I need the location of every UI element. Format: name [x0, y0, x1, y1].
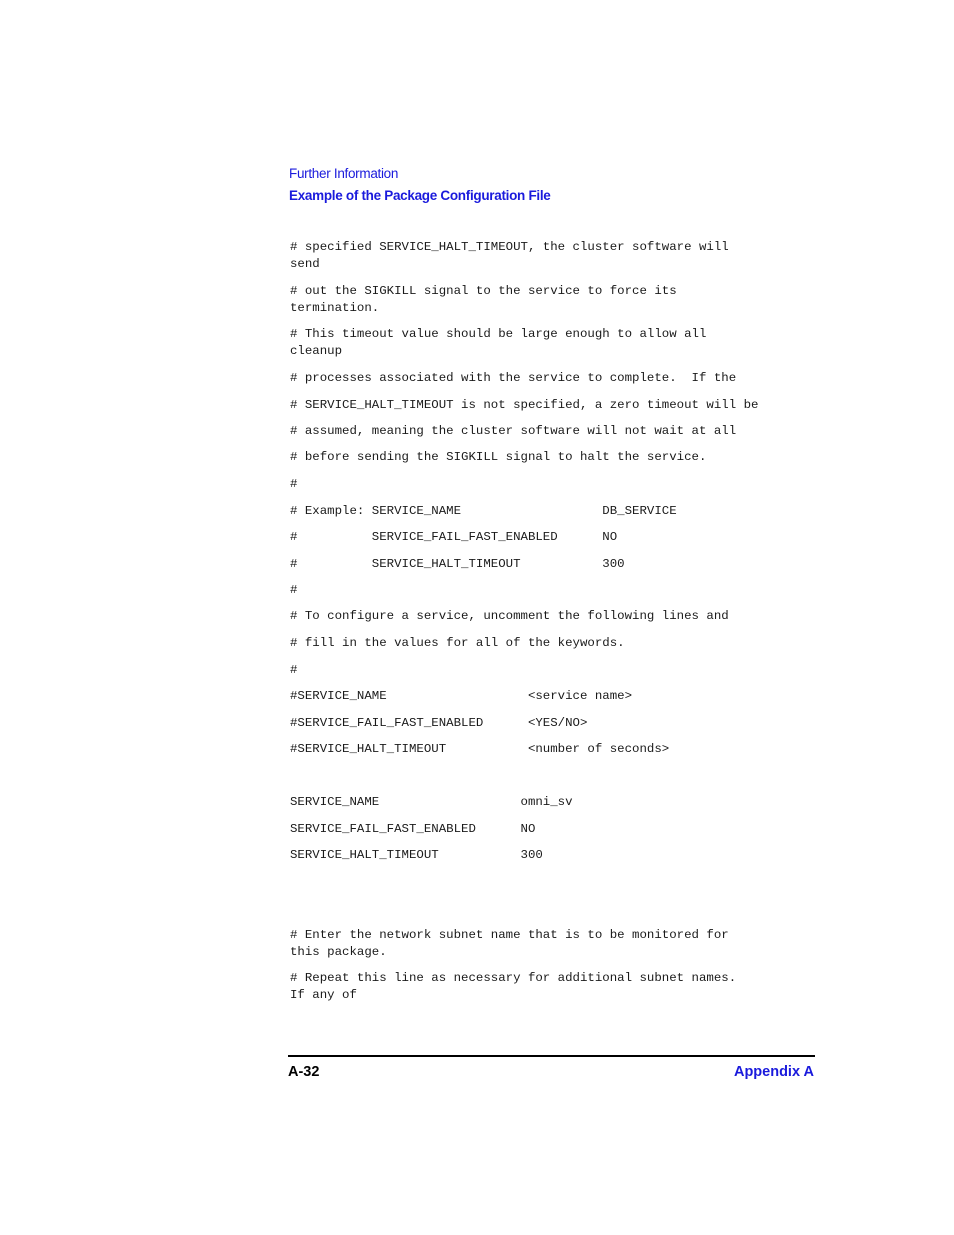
- code-line: SERVICE_FAIL_FAST_ENABLED NO: [290, 822, 536, 836]
- code-line: # before sending the SIGKILL signal to halt the service.: [290, 450, 707, 464]
- code-line: SERVICE_NAME omni_sv: [290, 795, 573, 809]
- code-line: # processes associated with the service to complete. If the: [290, 371, 737, 385]
- footer-rule: [288, 1055, 815, 1057]
- footer-section-link[interactable]: Appendix A: [733, 1064, 814, 1080]
- running-header-title: Example of the Package Configuration File: [289, 188, 551, 203]
- code-line: # This timeout value should be large enough to allow all cleanup: [290, 327, 707, 358]
- code-line: # specified SERVICE_HALT_TIMEOUT, the cluster software will send: [290, 240, 729, 271]
- code-line: #SERVICE_FAIL_FAST_ENABLED <YES/NO>: [290, 716, 588, 730]
- code-line: # Repeat this line as necessary for additional subnet names. If any of: [290, 971, 737, 1002]
- code-line: #: [290, 477, 298, 491]
- code-line: # out the SIGKILL signal to the service to force its termination.: [290, 284, 677, 315]
- code-line: # SERVICE_HALT_TIMEOUT is not specified, a zero timeout will be: [290, 398, 759, 412]
- code-line: # Example: SERVICE_NAME DB_SERVICE: [290, 504, 677, 518]
- footer-page-number: A-32: [288, 1064, 320, 1080]
- code-line: #SERVICE_NAME <service name>: [290, 689, 633, 703]
- running-header-section: Further Information: [289, 166, 399, 181]
- code-line: # To configure a service, uncomment the following lines and: [290, 609, 729, 623]
- code-listing: [290, 0, 820, 1002]
- code-line: # fill in the values for all of the keywords.: [290, 636, 625, 650]
- code-line: # SERVICE_HALT_TIMEOUT 300: [290, 557, 625, 571]
- code-line: #: [290, 663, 298, 677]
- code-line: # SERVICE_FAIL_FAST_ENABLED NO: [290, 530, 618, 544]
- code-line: # assumed, meaning the cluster software will not wait at all: [290, 424, 737, 438]
- code-line: #: [290, 583, 298, 597]
- code-line: #SERVICE_HALT_TIMEOUT <number of seconds>: [290, 742, 670, 756]
- code-line: # Enter the network subnet name that is to be monitored for this package.: [290, 928, 729, 959]
- code-line: SERVICE_HALT_TIMEOUT 300: [290, 848, 543, 862]
